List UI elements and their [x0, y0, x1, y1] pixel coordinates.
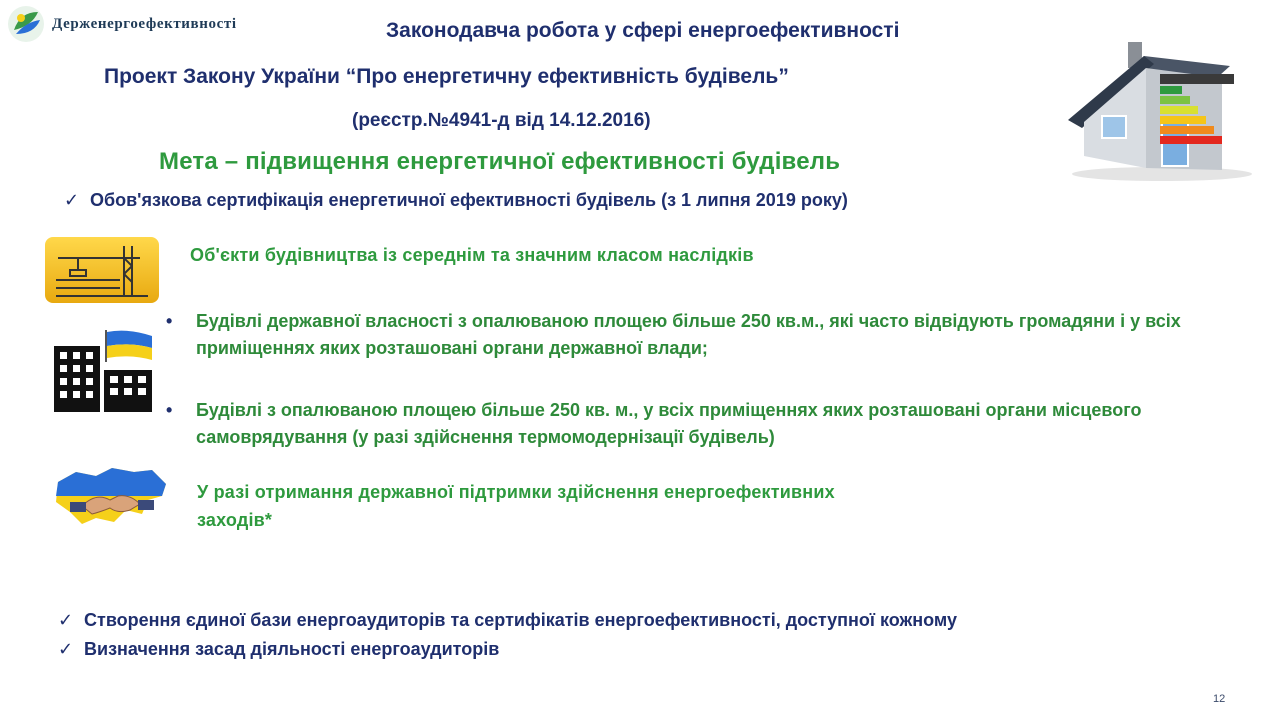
- state-support-line-2: заходів*: [197, 510, 273, 530]
- bullet-state-buildings: [166, 308, 1266, 362]
- certification-item: [64, 190, 848, 211]
- bullet-text: Будівлі з опалюваною площею більше 250 кв. м., у всіх приміщеннях яких розташовані органи місцевого самоврядування (у разі здійснення термомодернізації будівель): [196, 400, 1142, 447]
- checkmark-icon: ✓: [58, 610, 74, 630]
- bullet-text: Будівлі державної власності з опалюваною площею більше 250 кв.м., які часто відвідують громадяни і у всіх приміщеннях яких розташовані органи державної влади;: [196, 311, 1181, 358]
- construction-icon: [44, 236, 160, 304]
- bullet-marker: •: [166, 400, 173, 420]
- checkmark-icon: ✓: [58, 639, 74, 659]
- agency-logo: [6, 4, 306, 44]
- energy-auditors-principles-item: [58, 639, 499, 660]
- checkmark-icon: ✓: [64, 190, 80, 210]
- goal-heading: Мета – підвищення енергетичної ефективності будівель: [159, 148, 841, 175]
- logo-text: Держенергоефективності: [52, 16, 237, 32]
- checklist-text: Визначення засад діяльності енергоаудиторів: [84, 639, 500, 659]
- slide-title: Законодавча робота у сфері енергоефективності: [386, 19, 900, 42]
- government-buildings-icon: [50, 328, 156, 414]
- certification-text: Обов'язкова сертифікація енергетичної ефективності будівель (з 1 липня 2019 року): [90, 190, 848, 210]
- checklist-text: Створення єдиної бази енергоаудиторів та сертифікатів енергоефективності, доступної кожному: [84, 610, 957, 630]
- logo-emblem-icon: [6, 4, 46, 44]
- bullet-marker: •: [166, 311, 173, 331]
- energy-house-icon: [1062, 38, 1258, 182]
- state-support-line-1: У разі отримання державної підтримки здійснення енергоефективних: [197, 482, 835, 502]
- page-number: 12: [1213, 693, 1226, 705]
- energy-auditors-database-item: [58, 610, 957, 631]
- ukraine-map-handshake-icon: [52, 462, 170, 532]
- bullet-local-government-buildings: [166, 397, 1266, 451]
- state-support-text: [197, 478, 1057, 534]
- objects-heading: Об'єкти будівництва із середнім та значним класом наслідків: [190, 245, 754, 265]
- registry-number: (реєстр.№4941-д від 14.12.2016): [352, 110, 651, 131]
- law-title: Проект Закону України “Про енергетичну ефективність будівель”: [104, 65, 789, 88]
